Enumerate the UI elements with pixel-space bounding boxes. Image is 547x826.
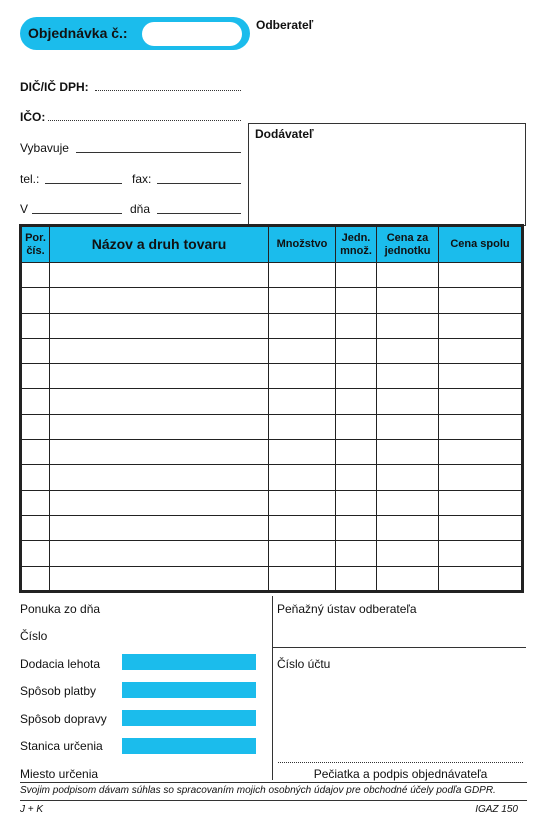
unit-price-cell[interactable] xyxy=(377,288,439,313)
fax-label: fax: xyxy=(132,172,152,186)
unit-price-cell[interactable] xyxy=(377,465,439,490)
quantity-cell[interactable] xyxy=(269,338,336,363)
item-name-cell[interactable] xyxy=(50,566,269,591)
item-name-cell[interactable] xyxy=(50,414,269,439)
unit-price-cell[interactable] xyxy=(377,364,439,389)
table-row xyxy=(21,338,523,363)
payment-method-label: Spôsob platby xyxy=(20,684,97,698)
number-label: Číslo xyxy=(20,629,48,643)
col-header-quantity: Množstvo xyxy=(269,226,336,263)
quantity-cell[interactable] xyxy=(269,440,336,465)
place-field[interactable] xyxy=(32,213,122,214)
delivery-term-label: Dodacia lehota xyxy=(20,657,101,671)
unit-cell[interactable] xyxy=(336,515,377,540)
item-name-cell[interactable] xyxy=(50,338,269,363)
unit-price-cell[interactable] xyxy=(377,313,439,338)
items-table xyxy=(19,224,524,593)
bank-label: Peňažný ústav odberateľa xyxy=(277,602,417,616)
publisher-mark: J + K xyxy=(20,804,44,815)
signature-line[interactable] xyxy=(278,762,523,763)
table-row xyxy=(21,389,523,414)
row-number-cell[interactable] xyxy=(21,263,50,288)
total-price-cell[interactable] xyxy=(439,338,523,363)
destination-place-label: Miesto určenia xyxy=(20,767,99,781)
total-price-cell[interactable] xyxy=(439,465,523,490)
unit-cell[interactable] xyxy=(336,338,377,363)
bank-field-line[interactable] xyxy=(272,647,526,648)
row-number-cell[interactable] xyxy=(21,389,50,414)
vat-label: DIČ/IČ DPH: xyxy=(20,80,89,94)
quantity-cell[interactable] xyxy=(269,288,336,313)
table-row xyxy=(21,364,523,389)
total-price-cell[interactable] xyxy=(439,414,523,439)
order-number-label: Objednávka č.: xyxy=(28,25,128,41)
unit-price-cell[interactable] xyxy=(377,566,439,591)
unit-price-cell[interactable] xyxy=(377,414,439,439)
table-row xyxy=(21,490,523,515)
account-label: Číslo účtu xyxy=(277,657,331,671)
total-price-cell[interactable] xyxy=(439,515,523,540)
total-price-cell[interactable] xyxy=(439,541,523,566)
consent-bottom-rule xyxy=(20,800,527,801)
unit-price-cell[interactable] xyxy=(377,389,439,414)
destination-station-field[interactable] xyxy=(122,738,256,754)
unit-cell[interactable] xyxy=(336,440,377,465)
stamp-label: Pečiatka a podpis objednávateľa xyxy=(313,767,488,781)
row-number-cell[interactable] xyxy=(21,490,50,515)
item-name-cell[interactable] xyxy=(50,364,269,389)
unit-cell[interactable] xyxy=(336,263,377,288)
item-name-cell[interactable] xyxy=(50,440,269,465)
offer-date-label: Ponuka zo dňa xyxy=(20,602,101,616)
shipping-method-field[interactable] xyxy=(122,710,256,726)
unit-price-cell[interactable] xyxy=(377,541,439,566)
quantity-cell[interactable] xyxy=(269,515,336,540)
place-label: V xyxy=(20,202,29,216)
total-price-cell[interactable] xyxy=(439,440,523,465)
delivery-term-field[interactable] xyxy=(122,654,256,670)
unit-cell[interactable] xyxy=(336,490,377,515)
unit-cell[interactable] xyxy=(336,389,377,414)
date-field[interactable] xyxy=(157,213,241,214)
table-row xyxy=(21,465,523,490)
unit-price-cell[interactable] xyxy=(377,440,439,465)
col-header-unit: Jedn. množ. xyxy=(336,226,377,263)
unit-price-cell[interactable] xyxy=(377,338,439,363)
handled-by-label: Vybavuje xyxy=(20,141,69,155)
item-name-cell[interactable] xyxy=(50,541,269,566)
shipping-method-label: Spôsob dopravy xyxy=(20,712,107,726)
row-number-cell[interactable] xyxy=(21,364,50,389)
consent-top-rule xyxy=(20,782,527,783)
row-number-cell[interactable] xyxy=(21,465,50,490)
total-price-cell[interactable] xyxy=(439,288,523,313)
table-row xyxy=(21,440,523,465)
table-row xyxy=(21,566,523,591)
col-header-total-price: Cena spolu xyxy=(439,226,523,263)
table-row xyxy=(21,313,523,338)
row-number-cell[interactable] xyxy=(21,566,50,591)
item-name-cell[interactable] xyxy=(50,490,269,515)
quantity-cell[interactable] xyxy=(269,465,336,490)
item-name-cell[interactable] xyxy=(50,263,269,288)
gdpr-consent-text: Svojim podpisom dávam súhlas so spracovaním mojich osobných údajov pre obchodné účely podľa GDPR. xyxy=(20,785,496,796)
table-row xyxy=(21,515,523,540)
supplier-label: Dodávateľ xyxy=(255,127,314,141)
table-row xyxy=(21,414,523,439)
vat-field[interactable] xyxy=(95,90,241,91)
total-price-cell[interactable] xyxy=(439,313,523,338)
total-price-cell[interactable] xyxy=(439,263,523,288)
total-price-cell[interactable] xyxy=(439,364,523,389)
item-name-cell[interactable] xyxy=(50,313,269,338)
quantity-cell[interactable] xyxy=(269,364,336,389)
customer-label: Odberateľ xyxy=(256,18,314,32)
table-row xyxy=(21,263,523,288)
item-name-cell[interactable] xyxy=(50,288,269,313)
date-label: dňa xyxy=(130,202,151,216)
unit-price-cell[interactable] xyxy=(377,490,439,515)
ico-label: IČO: xyxy=(20,110,46,124)
form-code: IGAZ 150 xyxy=(475,804,518,815)
table-row xyxy=(21,541,523,566)
tel-field[interactable] xyxy=(45,183,122,184)
table-header-row xyxy=(21,226,523,263)
col-header-item-name: Názov a druh tovaru xyxy=(50,226,269,263)
quantity-cell[interactable] xyxy=(269,414,336,439)
unit-price-cell[interactable] xyxy=(377,263,439,288)
ico-field[interactable] xyxy=(48,120,241,121)
table-row xyxy=(21,288,523,313)
row-number-cell[interactable] xyxy=(21,414,50,439)
row-number-cell[interactable] xyxy=(21,440,50,465)
order-number-field[interactable] xyxy=(142,22,242,46)
row-number-cell[interactable] xyxy=(21,313,50,338)
quantity-cell[interactable] xyxy=(269,263,336,288)
row-number-cell[interactable] xyxy=(21,541,50,566)
footer-divider xyxy=(272,596,273,780)
row-number-cell[interactable] xyxy=(21,288,50,313)
total-price-cell[interactable] xyxy=(439,389,523,414)
item-name-cell[interactable] xyxy=(50,389,269,414)
item-name-cell[interactable] xyxy=(50,465,269,490)
tel-label: tel.: xyxy=(20,172,40,186)
fax-field[interactable] xyxy=(157,183,241,184)
unit-cell[interactable] xyxy=(336,541,377,566)
unit-price-cell[interactable] xyxy=(377,515,439,540)
quantity-cell[interactable] xyxy=(269,313,336,338)
total-price-cell[interactable] xyxy=(439,490,523,515)
unit-cell[interactable] xyxy=(336,288,377,313)
payment-method-field[interactable] xyxy=(122,682,256,698)
col-header-unit-price: Cena za jednotku xyxy=(377,226,439,263)
total-price-cell[interactable] xyxy=(439,566,523,591)
unit-cell[interactable] xyxy=(336,465,377,490)
quantity-cell[interactable] xyxy=(269,566,336,591)
unit-cell[interactable] xyxy=(336,566,377,591)
row-number-cell[interactable] xyxy=(21,338,50,363)
unit-cell[interactable] xyxy=(336,364,377,389)
unit-cell[interactable] xyxy=(336,313,377,338)
col-header-number: Por. čís. xyxy=(21,226,50,263)
row-number-cell[interactable] xyxy=(21,515,50,540)
handled-by-field[interactable] xyxy=(76,152,241,153)
item-name-cell[interactable] xyxy=(50,515,269,540)
quantity-cell[interactable] xyxy=(269,490,336,515)
quantity-cell[interactable] xyxy=(269,389,336,414)
destination-station-label: Stanica určenia xyxy=(20,739,103,753)
quantity-cell[interactable] xyxy=(269,541,336,566)
unit-cell[interactable] xyxy=(336,414,377,439)
